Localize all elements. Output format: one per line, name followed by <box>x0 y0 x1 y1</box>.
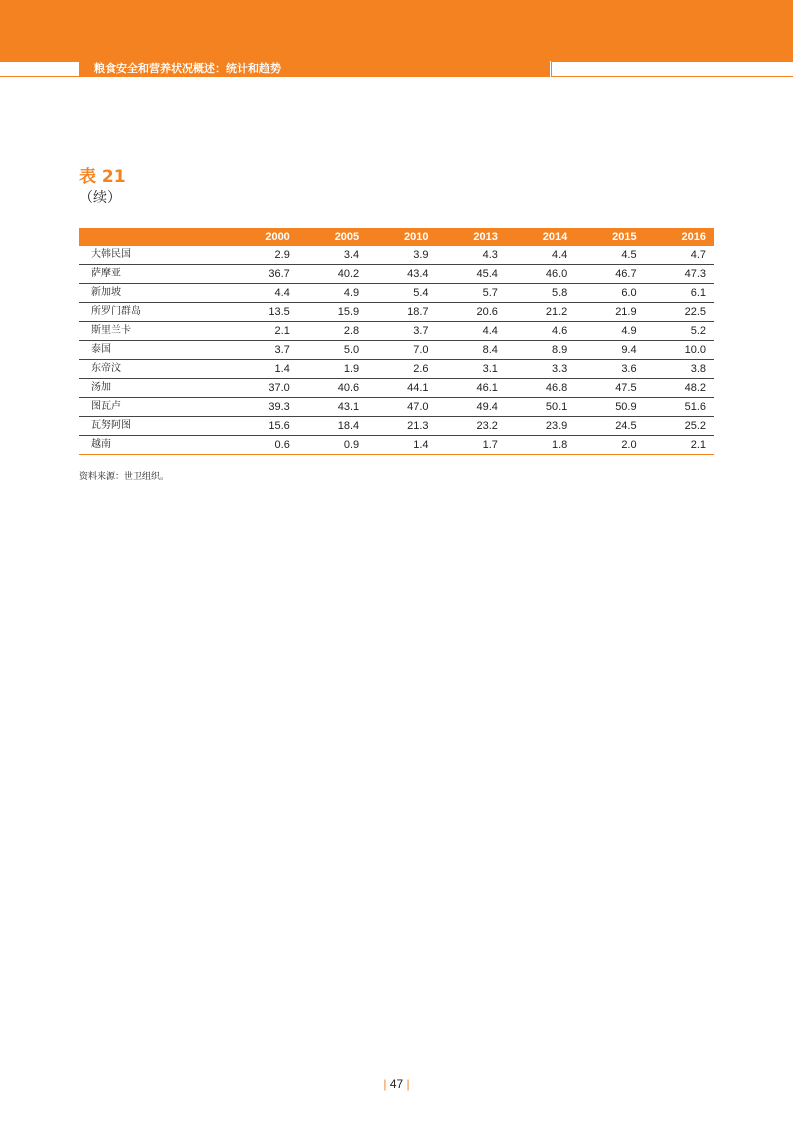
table-row <box>79 341 714 360</box>
table-cell-value: 44.1 <box>367 379 436 398</box>
table-row <box>79 436 714 455</box>
table-cell-value: 3.3 <box>506 360 575 379</box>
table-cell-value: 47.5 <box>575 379 644 398</box>
table-cell-value: 10.0 <box>645 341 714 360</box>
table-body <box>79 246 714 455</box>
page-bar-right: | <box>406 1077 410 1091</box>
table-row <box>79 284 714 303</box>
table-cell-value: 4.3 <box>437 246 506 265</box>
table-cell-value: 21.3 <box>367 417 436 436</box>
table-cell-value: 4.5 <box>575 246 644 265</box>
header-title-box <box>80 61 550 77</box>
column-header-year: 2015 <box>575 228 644 246</box>
table-cell-value: 15.6 <box>228 417 297 436</box>
running-header-title: 粮食安全和营养状况概述：统计和趋势 <box>94 62 281 75</box>
table-cell-value: 5.7 <box>437 284 506 303</box>
table-cell-value: 3.1 <box>437 360 506 379</box>
column-header-year: 2016 <box>645 228 714 246</box>
table-cell-value: 3.4 <box>298 246 367 265</box>
table-cell-value: 1.9 <box>298 360 367 379</box>
column-header-year: 2013 <box>437 228 506 246</box>
table-subtitle: （续） <box>79 190 121 206</box>
table-cell-value: 48.2 <box>645 379 714 398</box>
column-header-country <box>79 228 228 246</box>
table-row <box>79 265 714 284</box>
table-cell-value: 46.1 <box>437 379 506 398</box>
table-row <box>79 246 714 265</box>
page-bar-left: | <box>383 1077 387 1091</box>
table-cell-value: 5.4 <box>367 284 436 303</box>
table-cell-value: 46.8 <box>506 379 575 398</box>
table-cell-value: 8.4 <box>437 341 506 360</box>
table-cell-value: 3.7 <box>367 322 436 341</box>
table-row <box>79 360 714 379</box>
table-cell-value: 7.0 <box>367 341 436 360</box>
table-cell-value: 50.9 <box>575 398 644 417</box>
table-row <box>79 398 714 417</box>
table-cell-value: 2.0 <box>575 436 644 455</box>
table-cell-value: 1.7 <box>437 436 506 455</box>
table-cell-value: 20.6 <box>437 303 506 322</box>
header-left-box <box>0 61 80 77</box>
country-name: 瓦努阿图 <box>79 417 228 436</box>
table-cell-value: 6.1 <box>645 284 714 303</box>
table-cell-value: 23.9 <box>506 417 575 436</box>
table-title: 表 21 <box>79 167 126 187</box>
table-cell-value: 4.9 <box>575 322 644 341</box>
table-cell-value: 51.6 <box>645 398 714 417</box>
table-cell-value: 5.2 <box>645 322 714 341</box>
country-name: 所罗门群岛 <box>79 303 228 322</box>
table-cell-value: 3.8 <box>645 360 714 379</box>
column-header-year: 2010 <box>367 228 436 246</box>
table-cell-value: 40.2 <box>298 265 367 284</box>
table-cell-value: 4.7 <box>645 246 714 265</box>
table-cell-value: 1.4 <box>228 360 297 379</box>
table-row <box>79 303 714 322</box>
country-name: 图瓦卢 <box>79 398 228 417</box>
table-header <box>79 228 714 246</box>
table-cell-value: 5.8 <box>506 284 575 303</box>
table-cell-value: 2.6 <box>367 360 436 379</box>
page-number-value: 47 <box>389 1077 404 1091</box>
table-cell-value: 18.4 <box>298 417 367 436</box>
page-number <box>0 1077 793 1091</box>
country-name: 萨摩亚 <box>79 265 228 284</box>
table-cell-value: 43.1 <box>298 398 367 417</box>
table-cell-value: 2.1 <box>645 436 714 455</box>
country-name: 越南 <box>79 436 228 455</box>
table-cell-value: 3.9 <box>367 246 436 265</box>
table-row <box>79 417 714 436</box>
table-cell-value: 45.4 <box>437 265 506 284</box>
table-cell-value: 37.0 <box>228 379 297 398</box>
table-cell-value: 47.3 <box>645 265 714 284</box>
header-right-box <box>551 61 793 77</box>
table-cell-value: 49.4 <box>437 398 506 417</box>
table-cell-value: 1.8 <box>506 436 575 455</box>
column-header-year: 2005 <box>298 228 367 246</box>
table-cell-value: 36.7 <box>228 265 297 284</box>
table-cell-value: 9.4 <box>575 341 644 360</box>
table-cell-value: 18.7 <box>367 303 436 322</box>
table-cell-value: 4.4 <box>228 284 297 303</box>
table-cell-value: 1.4 <box>367 436 436 455</box>
column-header-year: 2014 <box>506 228 575 246</box>
table-cell-value: 21.9 <box>575 303 644 322</box>
table-cell-value: 6.0 <box>575 284 644 303</box>
table-cell-value: 8.9 <box>506 341 575 360</box>
table-cell-value: 4.4 <box>506 246 575 265</box>
table-cell-value: 25.2 <box>645 417 714 436</box>
table-cell-value: 39.3 <box>228 398 297 417</box>
country-name: 新加坡 <box>79 284 228 303</box>
country-name: 泰国 <box>79 341 228 360</box>
table-cell-value: 22.5 <box>645 303 714 322</box>
country-name: 斯里兰卡 <box>79 322 228 341</box>
table-cell-value: 4.9 <box>298 284 367 303</box>
country-name: 汤加 <box>79 379 228 398</box>
table-cell-value: 3.7 <box>228 341 297 360</box>
top-orange-band <box>0 0 793 61</box>
table-cell-value: 47.0 <box>367 398 436 417</box>
source-note: 资料来源：世卫组织。 <box>79 472 170 482</box>
data-table <box>79 228 714 455</box>
table-cell-value: 46.7 <box>575 265 644 284</box>
country-name: 东帝汶 <box>79 360 228 379</box>
table-cell-value: 3.6 <box>575 360 644 379</box>
table-cell-value: 50.1 <box>506 398 575 417</box>
table-row <box>79 322 714 341</box>
table-row <box>79 379 714 398</box>
table-cell-value: 21.2 <box>506 303 575 322</box>
table-cell-value: 2.9 <box>228 246 297 265</box>
table-cell-value: 13.5 <box>228 303 297 322</box>
table-cell-value: 15.9 <box>298 303 367 322</box>
table-cell-value: 4.4 <box>437 322 506 341</box>
table-cell-value: 0.6 <box>228 436 297 455</box>
running-header <box>0 61 793 77</box>
table-cell-value: 5.0 <box>298 341 367 360</box>
table-cell-value: 24.5 <box>575 417 644 436</box>
table-cell-value: 4.6 <box>506 322 575 341</box>
table-cell-value: 43.4 <box>367 265 436 284</box>
table-cell-value: 23.2 <box>437 417 506 436</box>
table-cell-value: 0.9 <box>298 436 367 455</box>
table-header-row <box>79 228 714 246</box>
table-cell-value: 46.0 <box>506 265 575 284</box>
country-name: 大韩民国 <box>79 246 228 265</box>
table-cell-value: 2.8 <box>298 322 367 341</box>
table-cell-value: 2.1 <box>228 322 297 341</box>
table-cell-value: 40.6 <box>298 379 367 398</box>
column-header-year: 2000 <box>228 228 297 246</box>
